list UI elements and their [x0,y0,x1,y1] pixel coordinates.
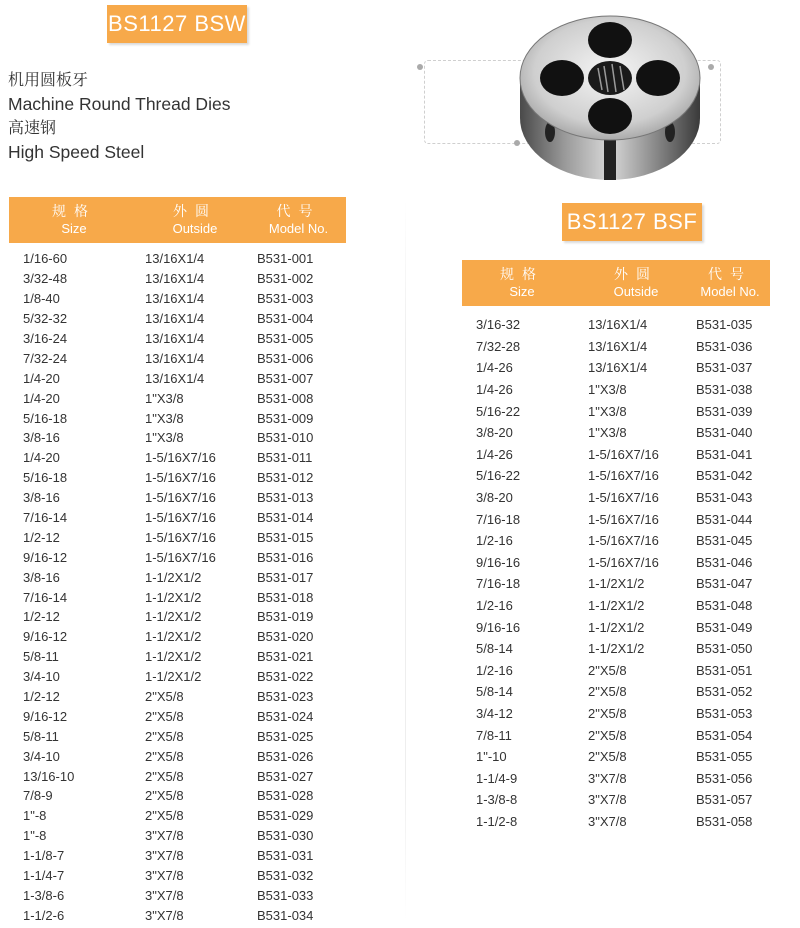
bsf-spec-table [462,260,770,832]
outside-cell: 2"X5/8 [588,749,627,765]
table-row [9,408,346,428]
outside-cell: 13/16X1/4 [588,360,648,376]
table-row [9,428,346,448]
model-cell: B531-023 [257,689,314,705]
model-cell: B531-019 [257,609,314,625]
model-cell: B531-010 [257,430,314,446]
model-cell: B531-040 [696,425,753,441]
size-cell: 5/8-14 [476,684,513,700]
size-cell: 1/2-16 [476,662,513,678]
round-thread-die-icon [420,0,800,190]
model-cell: B531-024 [257,708,314,724]
size-cell: 9/16-12 [23,708,68,724]
size-cell: 7/16-14 [23,589,68,605]
outside-cell: 2"X5/8 [145,708,184,724]
table-row [462,465,770,487]
size-cell: 7/16-18 [476,511,521,527]
size-cell: 1/8-40 [23,291,60,307]
table-row [462,703,770,725]
outside-cell: 1-1/2X1/2 [145,669,202,685]
table-row [462,811,770,833]
table-row [462,681,770,703]
size-cell: 5/16-18 [23,470,68,486]
table-row [9,886,346,906]
table-row [9,348,346,368]
size-cell: 7/16-14 [23,510,68,526]
table-row [9,269,346,289]
size-cell: 1/4-20 [23,390,60,406]
table-row [462,306,770,336]
material-en: High Speed Steel [8,142,145,162]
outside-cell: 1-5/16X7/16 [145,450,216,466]
model-cell: B531-035 [696,317,753,333]
model-cell: B531-003 [257,291,314,307]
outside-cell: 3"X7/8 [588,770,627,786]
table-header-row [9,197,346,243]
model-cell: B531-053 [696,705,753,721]
size-header: 规格 Size [462,260,582,306]
product-name-cn: 机用圆板牙 [8,70,89,89]
size-cell: 1/2-12 [23,609,60,625]
size-cell: 9/16-16 [476,619,521,635]
table-row [9,607,346,627]
intro-block [8,68,308,164]
outside-cell: 3"X7/8 [145,848,184,864]
table-row [462,724,770,746]
size-cell: 7/32-28 [476,338,521,354]
model-cell: B531-002 [257,271,314,287]
table-row [9,647,346,667]
table-row [462,508,770,530]
model-cell: B531-012 [257,470,314,486]
size-cell: 5/16-18 [23,410,68,426]
table-row [9,866,346,886]
table-row [9,289,346,309]
outside-cell: 2"X5/8 [588,727,627,743]
size-cell: 5/8-11 [23,649,59,665]
table-row [9,527,346,547]
table-row [9,826,346,846]
size-cell: 1-3/8-8 [476,792,518,808]
size-cell: 9/16-12 [23,549,68,565]
model-cell: B531-005 [257,331,314,346]
size-cell: 5/16-22 [476,468,521,484]
outside-cell: 3"X7/8 [145,868,184,884]
outside-cell: 13/16X1/4 [588,338,648,354]
model-cell: B531-043 [696,490,753,506]
table-row [9,806,346,826]
outside-cell: 1-5/16X7/16 [145,490,216,506]
size-cell: 5/32-32 [23,311,68,327]
outside-cell: 1-5/16X7/16 [588,490,659,506]
outside-cell: 1"X3/8 [588,403,627,419]
model-cell: B531-022 [257,669,314,685]
model-cell: B531-046 [696,554,753,570]
table-row [462,379,770,401]
model-cell: B531-014 [257,510,314,526]
size-cell: 1/2-12 [23,689,60,705]
table-row [9,667,346,687]
table-row [9,567,346,587]
size-cell: 1/4-26 [476,382,513,398]
size-cell: 1/2-16 [476,598,513,614]
size-cell: 7/16-18 [476,576,521,592]
table-row [9,488,346,508]
model-cell: B531-031 [257,848,314,864]
model-cell: B531-058 [696,813,753,829]
model-cell: B531-039 [696,403,753,419]
outside-cell: 1"X3/8 [588,425,627,441]
model-cell: B531-045 [696,533,753,549]
outside-cell: 1-5/16X7/16 [588,511,659,527]
outside-cell: 1-1/2X1/2 [145,609,202,625]
size-cell: 13/16-10 [23,768,75,784]
outside-cell: 1"X3/8 [145,430,184,446]
size-cell: 3/4-10 [23,748,60,764]
model-cell: B531-034 [257,907,314,923]
model-cell: B531-050 [696,641,753,657]
table-row [9,448,346,468]
outside-cell: 2"X5/8 [145,748,184,764]
outside-cell: 3"X7/8 [588,792,627,808]
outside-cell: 1-1/2X1/2 [588,641,645,657]
model-cell: B531-011 [257,450,313,466]
outside-cell: 13/16X1/4 [145,350,205,366]
model-cell: B531-025 [257,728,314,744]
outside-cell: 13/16X1/4 [588,317,648,333]
table-row [9,627,346,647]
size-cell: 9/16-16 [476,554,521,570]
model-cell: B531-001 [257,251,314,267]
table-row [462,767,770,789]
table-row [462,789,770,811]
size-cell: 7/32-24 [23,350,68,366]
outside-cell: 13/16X1/4 [145,271,205,287]
table-row [462,552,770,574]
model-cell: B531-029 [257,808,314,824]
size-cell: 1-1/4-9 [476,770,518,786]
outside-cell: 2"X5/8 [145,768,184,784]
outside-header: 外圆 Outside [582,260,690,306]
table-row [9,786,346,806]
table-row [462,746,770,768]
table-row [462,616,770,638]
outside-cell: 1"X3/8 [145,410,184,426]
outside-cell: 1-5/16X7/16 [588,468,659,484]
model-cell: B531-051 [696,662,753,678]
size-cell: 3/16-24 [23,331,68,346]
outside-cell: 1-1/2X1/2 [145,649,202,665]
model-header: 代号 Model No. [251,197,346,243]
outside-cell: 2"X5/8 [588,684,627,700]
outside-cell: 13/16X1/4 [145,331,205,346]
table-row [9,388,346,408]
outside-cell: 1-5/16X7/16 [588,533,659,549]
model-cell: B531-021 [257,649,314,665]
outside-cell: 2"X5/8 [588,662,627,678]
model-cell: B531-026 [257,748,314,764]
table-row [462,638,770,660]
size-cell: 3/32-48 [23,271,68,287]
model-cell: B531-056 [696,770,753,786]
product-name-en: Machine Round Thread Dies [8,94,231,114]
model-cell: B531-032 [257,868,314,884]
model-cell: B531-041 [696,446,753,462]
model-cell: B531-054 [696,727,753,743]
model-cell: B531-047 [696,576,753,592]
model-cell: B531-037 [696,360,753,376]
outside-cell: 13/16X1/4 [145,311,205,327]
table-row [462,336,770,358]
outside-cell: 1-5/16X7/16 [145,549,216,565]
model-cell: B531-044 [696,511,753,527]
size-cell: 3/8-16 [23,430,60,446]
table-row [9,726,346,746]
table-row [9,547,346,567]
size-cell: 1-1/4-7 [23,868,65,884]
outside-cell: 3"X7/8 [145,907,184,923]
outside-cell: 1-1/2X1/2 [588,619,645,635]
model-cell: B531-057 [696,792,753,808]
table-row [9,587,346,607]
table-row [462,487,770,509]
model-cell: B531-055 [696,749,753,765]
model-cell: B531-036 [696,338,753,354]
model-cell: B531-027 [257,768,314,784]
size-cell: 3/4-10 [23,669,60,685]
model-cell: B531-013 [257,490,314,506]
outside-cell: 1-5/16X7/16 [588,446,659,462]
outside-cell: 1-5/16X7/16 [588,554,659,570]
model-cell: B531-009 [257,410,314,426]
size-cell: 3/4-12 [476,705,513,721]
outside-cell: 2"X5/8 [145,808,184,824]
size-cell: 1/4-26 [476,360,513,376]
size-cell: 9/16-12 [23,629,68,645]
outside-cell: 1-1/2X1/2 [588,598,645,614]
model-cell: B531-006 [257,350,314,366]
table-row [462,660,770,682]
size-cell: 3/8-20 [476,490,513,506]
table-row [9,368,346,388]
table-row [9,846,346,866]
size-header: 规格 Size [9,197,139,243]
table-row [462,444,770,466]
bsw-badge: BS1127 BSW [107,5,247,43]
table-row [9,508,346,528]
model-cell: B531-052 [696,684,753,700]
outside-cell: 13/16X1/4 [145,370,205,386]
column-divider [405,200,406,920]
bsf-badge: BS1127 BSF [562,203,702,241]
size-cell: 1/4-26 [476,446,513,462]
size-cell: 3/8-16 [23,490,60,506]
model-cell: B531-016 [257,549,314,565]
outside-cell: 1-1/2X1/2 [145,569,202,585]
table-header-row [462,260,770,306]
table-row [9,766,346,786]
outside-cell: 1-1/2X1/2 [145,589,202,605]
size-cell: 1"-8 [23,808,47,824]
size-cell: 1-1/2-6 [23,907,65,923]
outside-header: 外圆 Outside [139,197,251,243]
size-cell: 5/16-22 [476,403,521,419]
model-cell: B531-017 [257,569,314,585]
size-cell: 1/4-20 [23,370,60,386]
model-cell: B531-008 [257,390,314,406]
size-cell: 3/8-20 [476,425,513,441]
model-cell: B531-020 [257,629,314,645]
outside-cell: 2"X5/8 [145,689,184,705]
size-cell: 5/8-11 [23,728,59,744]
outside-cell: 2"X5/8 [145,728,184,744]
model-cell: B531-049 [696,619,753,635]
bsw-spec-table [9,197,346,925]
table-row [9,243,346,269]
table-row [9,706,346,726]
outside-cell: 3"X7/8 [145,887,184,903]
table-row [462,400,770,422]
size-cell: 3/8-16 [23,569,60,585]
model-cell: B531-048 [696,598,753,614]
outside-cell: 1-1/2X1/2 [588,576,645,592]
table-row [9,329,346,349]
model-cell: B531-042 [696,468,753,484]
size-cell: 1-1/2-8 [476,813,518,829]
size-cell: 1/16-60 [23,251,68,267]
size-cell: 1-1/8-7 [23,848,65,864]
model-cell: B531-007 [257,370,314,386]
outside-cell: 1"X3/8 [588,382,627,398]
table-row [462,422,770,444]
table-row [9,468,346,488]
table-row [462,595,770,617]
size-cell: 1/2-12 [23,529,60,545]
table-row [462,357,770,379]
outside-cell: 13/16X1/4 [145,291,205,307]
size-cell: 1/2-16 [476,533,513,549]
table-row [9,905,346,925]
model-cell: B531-018 [257,589,314,605]
outside-cell: 1-5/16X7/16 [145,510,216,526]
outside-cell: 2"X5/8 [145,788,184,804]
size-cell: 5/8-14 [476,641,513,657]
outside-cell: 2"X5/8 [588,705,627,721]
model-cell: B531-038 [696,382,753,398]
model-cell: B531-033 [257,887,314,903]
outside-cell: 13/16X1/4 [145,251,205,267]
table-row [9,309,346,329]
size-cell: 7/8-11 [476,727,512,743]
material-cn: 高速钢 [8,118,57,137]
model-header: 代号 Model No. [690,260,770,306]
model-cell: B531-015 [257,529,314,545]
outside-cell: 1-5/16X7/16 [145,529,216,545]
size-cell: 1-3/8-6 [23,887,65,903]
outside-cell: 1"X3/8 [145,390,184,406]
size-cell: 3/16-32 [476,317,521,333]
outside-cell: 3"X7/8 [145,828,184,844]
outside-cell: 1-1/2X1/2 [145,629,202,645]
size-cell: 1"-10 [476,749,507,765]
table-row [9,746,346,766]
table-row [9,687,346,707]
table-row [462,530,770,552]
outside-cell: 1-5/16X7/16 [145,470,216,486]
model-cell: B531-028 [257,788,314,804]
size-cell: 7/8-9 [23,788,53,804]
size-cell: 1/4-20 [23,450,60,466]
model-cell: B531-030 [257,828,314,844]
model-cell: B531-004 [257,311,314,327]
size-cell: 1"-8 [23,828,47,844]
outside-cell: 3"X7/8 [588,813,627,829]
table-row [462,573,770,595]
